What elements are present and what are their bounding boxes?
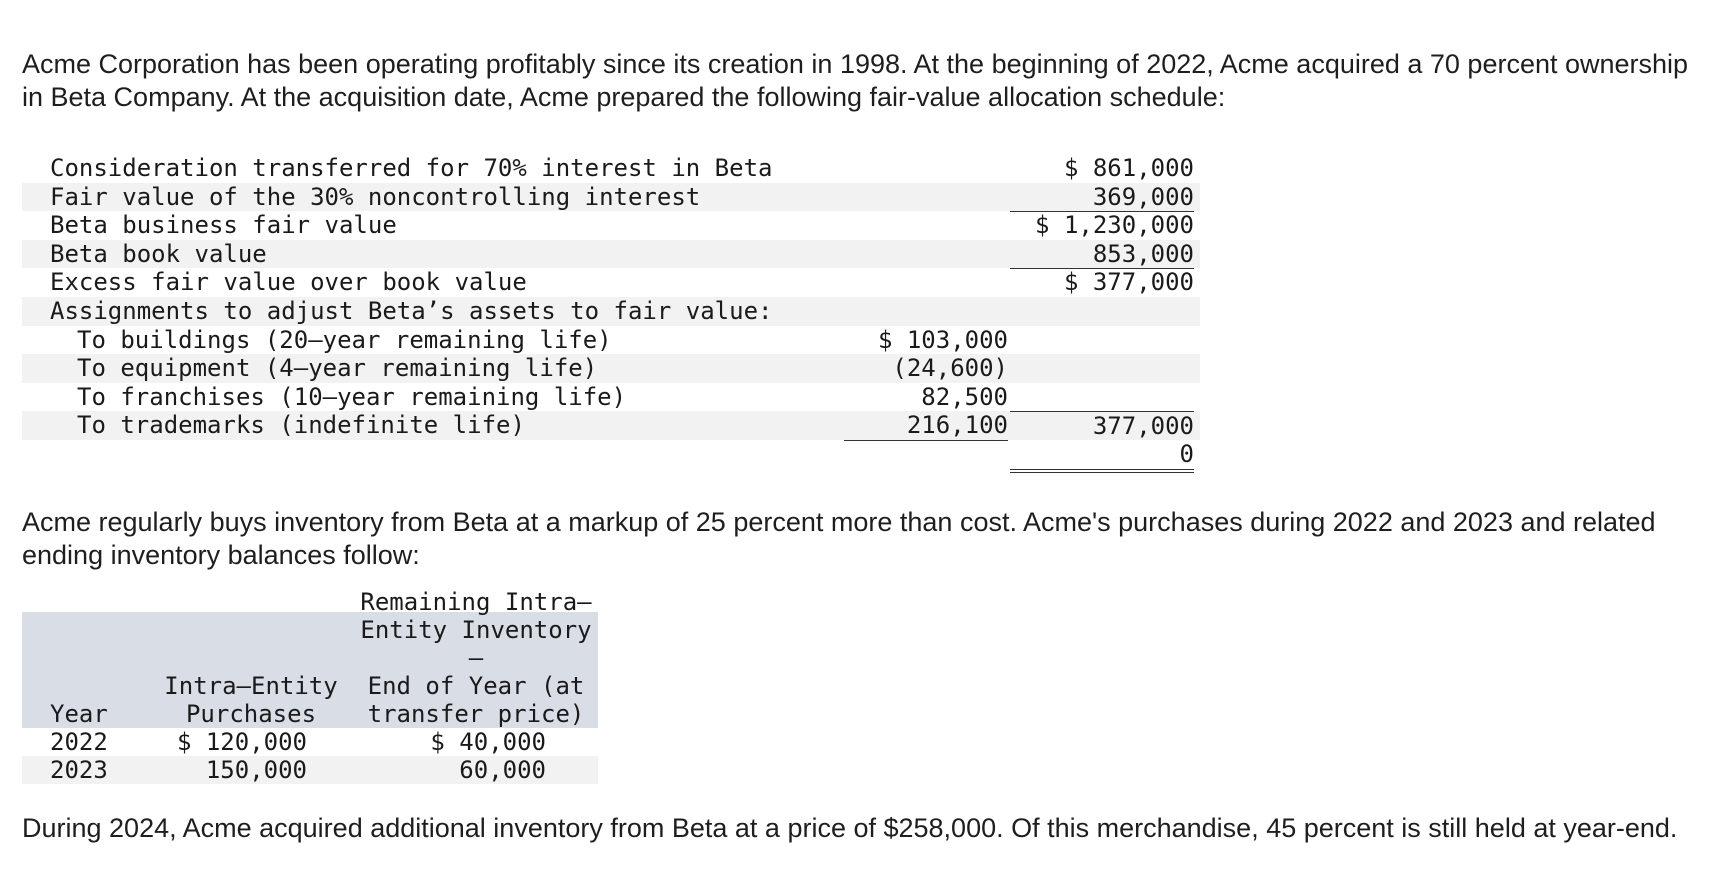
remaining-inventory-cell: 60,000 — [459, 756, 546, 784]
inventory-row-2022 — [22, 728, 598, 756]
year-cell: 2023 — [50, 756, 108, 784]
book-value-label: Beta book value — [50, 239, 267, 268]
franchises-label: To franchises (10–year remaining life) — [77, 382, 627, 411]
business-fair-value-value: $ 1,230,000 — [1035, 211, 1194, 240]
inventory-table-header — [22, 588, 598, 728]
purchases-cell: 150,000 — [205, 756, 307, 784]
year-2024-paragraph: During 2024, Acme acquired additional inventory from Beta at a price of $258,000. Of this merchandise, 45 percent is still held at year-end. — [22, 813, 1678, 843]
buildings-row — [22, 326, 1200, 355]
year-cell: 2022 — [50, 728, 108, 756]
franchises-row — [22, 383, 1200, 412]
franchises-value: 82,500 — [921, 382, 1008, 411]
business-fair-value-label: Beta business fair value — [50, 211, 397, 240]
markup-paragraph: Acme regularly buys inventory from Beta at a markup of 25 percent more than cost. Acme's purchases during 2022 and 2023 and related ending inventory balances follow: — [22, 507, 1656, 570]
excess-label: Excess fair value over book value — [50, 268, 527, 297]
excess-value: $ 377,000 — [1063, 268, 1194, 297]
nci-label: Fair value of the 30% noncontrolling interest — [50, 182, 701, 211]
equipment-label: To equipment (4–year remaining life) — [77, 354, 598, 383]
remaining-value: 0 — [1010, 440, 1194, 473]
purchases-header: Intra–Entity Purchases — [164, 672, 338, 728]
buildings-value: $ 103,000 — [877, 325, 1008, 354]
trademarks-label: To trademarks (indefinite life) — [77, 411, 525, 440]
buildings-label: To buildings (20–year remaining life) — [77, 325, 612, 354]
consideration-value: $ 861,000 — [1063, 154, 1194, 182]
year-header: Year — [50, 700, 108, 728]
assignments-label: Assignments to adjust Beta’s assets to fair value: — [50, 296, 773, 325]
equipment-value: (24,600) — [892, 354, 1008, 383]
nci-row — [22, 183, 1200, 212]
consideration-row — [22, 154, 1200, 183]
remaining-inventory-header: Remaining Intra– Entity Inventory— End of Year (at transfer price) — [360, 588, 592, 728]
fair-value-allocation-schedule — [22, 154, 1200, 469]
book-value-row — [22, 240, 1200, 269]
inventory-row-2023 — [22, 756, 598, 784]
business-fair-value-row — [22, 211, 1200, 240]
consideration-label: Consideration transferred for 70% interest in Beta — [50, 154, 773, 182]
purchases-cell: $ 120,000 — [176, 728, 307, 756]
trademarks-value: 216,100 — [844, 411, 1008, 441]
remaining-row — [22, 440, 1200, 469]
inventory-table — [22, 588, 598, 784]
total-assigned-value: 377,000 — [1010, 411, 1194, 439]
remaining-inventory-cell: $ 40,000 — [430, 728, 546, 756]
excess-row — [22, 268, 1200, 297]
trademarks-row — [22, 411, 1200, 440]
intro-paragraph: Acme Corporation has been operating profitably since its creation in 1998. At the beginning of 2022, Acme acquired a 70 percent ownership in Beta Company. At the acquisition date, Acme prepared the following fair-value allocation schedule: — [22, 49, 1689, 112]
book-value-value: 853,000 — [1010, 240, 1194, 270]
nci-value: 369,000 — [1010, 183, 1194, 213]
assignments-header-row — [22, 297, 1200, 326]
equipment-row — [22, 354, 1200, 383]
